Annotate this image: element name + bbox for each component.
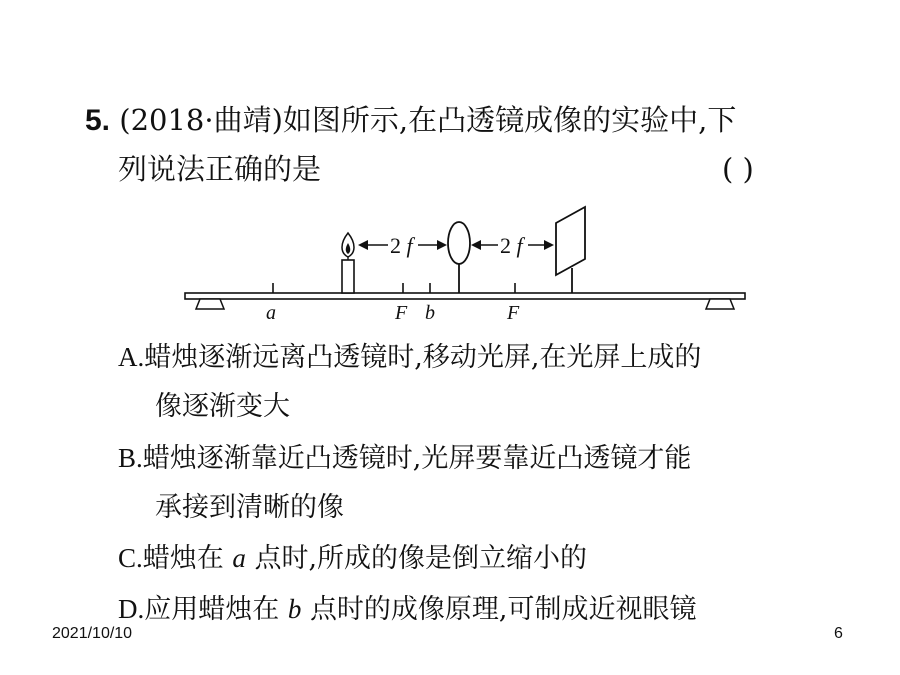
question-text-1: (2018·曲靖)如图所示,在凸透镜成像的实验中,下	[119, 103, 737, 137]
option-a-line-1	[118, 340, 701, 375]
option-c-var: a	[232, 543, 246, 573]
option-c-post: 点时,所成的像是倒立缩小的	[254, 543, 588, 574]
option-d-post: 点时的成像原理,可制成近视眼镜	[309, 594, 697, 625]
dist-label-left: 2 f	[390, 233, 413, 258]
option-a-text-1: 蜡烛逐渐远离凸透镜时,移动光屏,在光屏上成的	[144, 342, 702, 373]
question-line-1	[85, 103, 736, 138]
bench-foot-right	[706, 299, 734, 309]
option-c-letter: C.	[118, 543, 143, 573]
option-d-var: b	[287, 594, 302, 624]
arrow-left-icon	[358, 240, 368, 250]
option-d-pre: 应用蜡烛在	[144, 594, 280, 625]
option-b-letter: B.	[118, 443, 143, 473]
arrow-right-icon	[437, 240, 447, 250]
arrow-left-icon	[471, 240, 481, 250]
option-c-pre: 蜡烛在	[142, 543, 224, 574]
option-a-text-2: 像逐渐变大	[155, 391, 290, 422]
arrow-right-icon	[544, 240, 554, 250]
page-number: 6	[834, 625, 843, 642]
mark-label-F-right: F	[507, 302, 520, 324]
option-c	[118, 541, 587, 576]
question-line-2	[118, 152, 321, 186]
question-number: 5.	[85, 104, 111, 137]
light-screen-icon	[556, 207, 585, 275]
option-b-text-2: 承接到清晰的像	[155, 492, 344, 523]
option-b-line-2	[155, 491, 344, 525]
candle-body	[342, 260, 354, 293]
mark-label-a: a	[266, 302, 276, 324]
mark-label-F-left: F	[395, 302, 408, 324]
option-d	[118, 592, 697, 627]
bench-foot-left	[196, 299, 224, 309]
dist-label-right: 2 f	[500, 233, 523, 258]
optics-bench-diagram	[180, 195, 750, 325]
mark-label-b: b	[425, 302, 435, 324]
option-d-letter: D.	[118, 594, 145, 624]
convex-lens-icon	[448, 222, 470, 264]
answer-parentheses: ( )	[722, 152, 754, 186]
option-b-text-1: 蜡烛逐渐靠近凸透镜时,光屏要靠近凸透镜才能	[142, 443, 692, 474]
option-a-letter: A.	[118, 342, 145, 372]
option-b-line-1	[118, 441, 691, 476]
footer-date: 2021/10/10	[52, 625, 133, 642]
optical-bench-rail	[185, 293, 745, 299]
question-text-2: 列说法正确的是	[118, 152, 322, 186]
option-a-line-2	[155, 390, 290, 424]
